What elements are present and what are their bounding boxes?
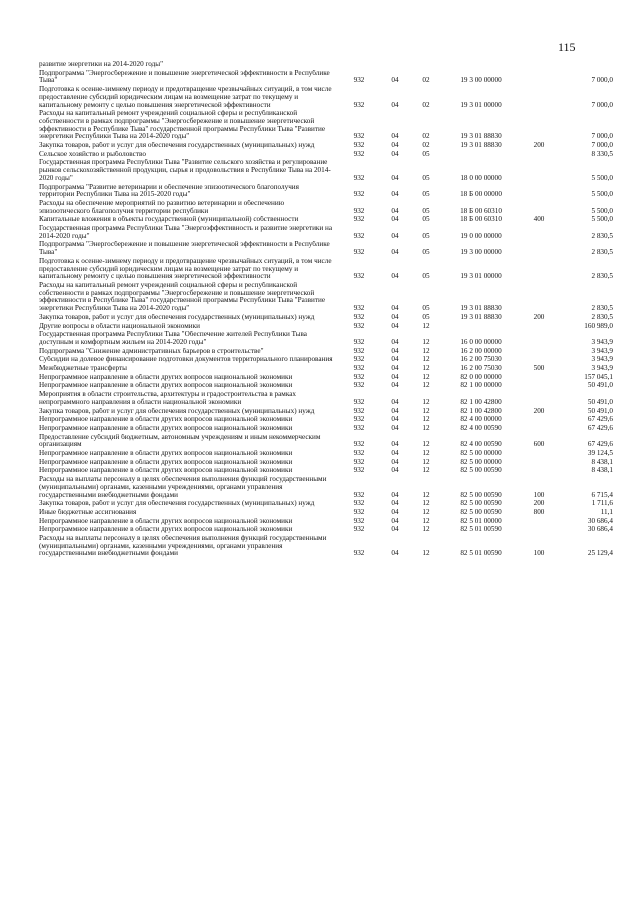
expense-name-cell: Государственная программа Республики Тыва "Обеспечение жителей Республики Тыва доступным и комфортным жильем на 2014-2020 годы" [39,331,307,346]
expense-name-cell: Непрограммное направление в области других вопросов национальной экономики [39,526,293,534]
section-code-cell: 04 [391,132,399,141]
admin-code-cell: 932 [353,407,365,415]
table-row [39,450,613,459]
amount-cell: 2 830,5 [591,248,613,257]
section-code-cell: 04 [391,356,399,364]
table-row [39,518,613,527]
section-code-cell: 04 [391,450,399,458]
table-row [39,225,613,241]
target-article-cell: 82 5 01 00590 [460,549,502,558]
expense-name-cell: развитие энергетики на 2014-2020 годы" [39,61,164,68]
section-code-cell: 04 [391,458,399,466]
table-row [39,425,613,434]
expense-type-cell [521,151,557,160]
admin-code-cell: 932 [353,248,365,257]
expense-name-cell: Подготовка к осенне-зимнему периоду и предотвращение чрезвычайных ситуаций, в том числе предоставление субсидий юридическим лицам на возмещение затрат по текущему и капитальному ремонту с целью повышения энергетической эффективности [39,257,332,281]
expense-name-cell: Закупка товаров, работ и услуг для обеспечения государственных (муниципальных) нужд [39,500,315,508]
expense-type-cell [521,159,557,183]
admin-code-cell: 932 [353,100,365,109]
amount-cell: 3 943,9 [591,356,613,364]
section-code-cell: 04 [391,272,399,281]
table-row [39,459,613,468]
expense-type-cell [521,416,557,425]
expense-type-cell [521,391,557,407]
expense-name-cell: Расходы на капитальный ремонт учреждений социальной сферы и республиканской собственности в рамках подпрограммы "Энергосбережение и повышение энергетической эффективности в Республике Тыва" государственной программы Республики Тыва "Развитие энергетики Республики Тыва на 2014-2020 годы" [39,281,326,313]
amount-cell: 50 491,0 [587,382,613,390]
target-article-cell: 19 3 01 00000 [460,272,502,281]
admin-code-cell: 932 [353,337,365,346]
admin-code-cell [339,61,379,70]
subsection-code-cell: 05 [422,206,430,215]
subsection-code-cell: 05 [422,248,430,257]
target-article-cell: 82 5 00 00590 [460,500,502,508]
section-code-cell: 04 [391,526,399,534]
expense-name-cell: Расходы на выплаты персоналу в целях обеспечения выполнения функций государственными (муниципальными) органами, казенными учреждениями, органами управления государственными внебюджетными фондами [39,535,327,558]
table-row [39,356,613,365]
section-code-cell: 04 [391,517,399,525]
target-article-cell: 16 2 00 75030 [460,356,502,364]
subsection-code-cell: 12 [422,549,430,558]
table-row [39,61,613,70]
table-row [39,535,613,559]
table-row [39,258,613,282]
section-code-cell: 04 [391,142,399,150]
subsection-code-cell: 12 [422,508,430,516]
target-article-cell: 82 5 01 00000 [460,517,502,525]
amount-cell: 5 500,0 [591,173,613,182]
amount-cell: 30 686,4 [587,517,613,525]
subsection-code-cell: 05 [422,231,430,240]
amount-cell: 8 330,5 [591,150,613,158]
expense-name-cell: Непрограммное направление в области других вопросов национальной экономики [39,382,293,390]
subsection-code-cell: 05 [422,304,430,313]
table-row [39,323,613,332]
expense-type-cell [521,518,557,527]
expense-type-cell [521,200,557,216]
section-code-cell: 04 [391,373,399,381]
target-article-cell: 19 3 01 00000 [460,100,502,109]
table-row [39,241,613,257]
amount-cell: 67 429,6 [587,440,613,449]
table-row [39,500,613,509]
target-article-cell: 82 5 00 00590 [460,467,502,475]
target-article-cell: 18 Б 00 60310 [460,216,502,224]
subsection-code-cell: 02 [422,132,430,141]
expense-name-cell: Подпрограмма "Развитие ветеринарии и обеспечение эпизоотического благополучия территории Республики Тыва на 2015-2020 годы" [39,183,299,199]
subsection-code-cell [411,61,441,70]
subsection-code-cell: 12 [422,467,430,475]
subsection-code-cell: 12 [422,500,430,508]
admin-code-cell: 932 [353,142,365,150]
expense-type-cell: 400 [533,216,545,224]
target-article-cell: 18 0 00 00000 [460,173,502,182]
amount-cell: 6 715,4 [591,490,613,499]
expense-type-cell: 800 [533,508,545,516]
table-row [39,374,613,383]
table-row [39,408,613,417]
expense-name-cell: Государственная программа Республики Тыва "Энергоэффективность и развитие энергетики на 2014-2020 годы" [39,225,333,240]
table-row [39,86,613,110]
amount-cell: 160 989,0 [584,322,613,330]
section-code-cell: 04 [391,216,399,224]
expense-type-cell: 200 [533,407,545,415]
amount-cell: 5 500,0 [591,190,613,199]
admin-code-cell: 932 [353,526,365,534]
admin-code-cell: 932 [353,424,365,432]
subsection-code-cell: 05 [422,150,430,158]
amount-cell: 67 429,6 [587,424,613,432]
admin-code-cell: 932 [353,313,365,321]
section-code-cell: 04 [391,248,399,257]
expense-type-cell [521,356,557,365]
target-article-cell: 19 3 01 88830 [460,304,502,313]
target-article-cell [441,61,521,70]
amount-cell: 11,1 [600,508,613,516]
subsection-code-cell: 12 [422,397,430,406]
admin-code-cell: 932 [353,397,365,406]
admin-code-cell: 932 [353,272,365,281]
table-row [39,476,613,500]
amount-cell: 7 000,0 [591,100,613,109]
table-row [39,159,613,183]
expense-type-cell [521,382,557,391]
subsection-code-cell: 12 [422,407,430,415]
amount-cell: 2 830,5 [591,231,613,240]
subsection-code-cell: 12 [422,424,430,432]
amount-cell: 8 438,1 [591,458,613,466]
page-number: 115 [558,40,576,54]
target-article-cell [441,151,521,160]
expense-type-cell [521,110,557,142]
section-code-cell: 04 [391,150,399,158]
table-row [39,216,613,225]
expense-name-cell: Непрограммное направление в области других вопросов национальной экономики [39,450,293,458]
section-code-cell: 04 [391,190,399,199]
subsection-code-cell: 05 [422,313,430,321]
target-article-cell: 18 Б 00 00000 [460,190,502,199]
amount-cell: 7 000,0 [591,142,613,150]
section-code-cell: 04 [391,365,399,373]
target-article-cell: 82 1 00 00000 [460,382,502,390]
amount-cell: 8 438,1 [591,467,613,475]
target-article-cell: 19 0 00 00000 [460,231,502,240]
budget-table [39,61,613,559]
subsection-code-cell: 12 [422,490,430,499]
section-code-cell: 04 [391,76,399,85]
admin-code-cell: 932 [353,150,365,158]
admin-code-cell: 932 [353,382,365,390]
subsection-code-cell: 12 [422,382,430,390]
amount-cell: 3 943,9 [591,337,613,346]
expense-name-cell: Непрограммное направление в области других вопросов национальной экономики [39,373,293,381]
expense-name-cell: Иные бюджетные ассигнования [39,508,137,516]
expense-name-cell: Межбюджетные трансферты [39,365,127,373]
admin-code-cell: 932 [353,231,365,240]
section-code-cell [379,61,411,70]
subsection-code-cell: 02 [422,76,430,85]
amount-cell: 157 045,1 [584,373,613,381]
expense-name-cell: Непрограммное направление в области других вопросов национальной экономики [39,416,293,424]
table-row [39,467,613,476]
table-row [39,526,613,535]
target-article-cell: 82 4 00 00590 [460,440,502,449]
expense-type-cell [521,323,557,332]
expense-name-cell: Предоставление субсидий бюджетным, автономным учреждениям и иным некоммерческим организациям [39,433,321,449]
admin-code-cell: 932 [353,517,365,525]
section-code-cell: 04 [391,424,399,432]
expense-type-cell: 200 [533,313,545,321]
admin-code-cell: 932 [353,304,365,313]
section-code-cell: 04 [391,508,399,516]
admin-code-cell: 932 [353,373,365,381]
expense-type-cell [521,526,557,535]
expense-type-cell [521,70,557,86]
subsection-code-cell: 12 [422,440,430,449]
expense-name-cell: Подготовка к осенне-зимнему периоду и предотвращение чрезвычайных ситуаций, в том числе предоставление субсидий юридическим лицам на возмещение затрат по текущему и капитальному ремонту с целью повышения энергетической эффективности [39,86,332,109]
admin-code-cell: 932 [353,347,365,355]
expense-type-cell: 100 [533,549,545,558]
section-code-cell: 04 [391,206,399,215]
target-article-cell: 19 3 01 88830 [460,142,502,150]
amount-cell: 2 830,5 [591,304,613,313]
expense-name-cell: Подпрограмма "Энергосбережение и повышение энергетической эффективности в Республике Тыва" [39,241,330,257]
subsection-code-cell: 12 [422,337,430,346]
expense-name-cell: Подпрограмма "Энергосбережение и повышение энергетической эффективности в Республике Тыва" [39,69,330,85]
amount-cell: 67 429,6 [587,416,613,424]
section-code-cell: 04 [391,490,399,499]
admin-code-cell: 932 [353,132,365,141]
amount-cell: 50 491,0 [587,407,613,415]
amount-cell: 25 129,4 [587,549,613,558]
target-article-cell: 82 5 00 00590 [460,508,502,516]
expense-type-cell [521,331,557,347]
subsection-code-cell: 12 [422,450,430,458]
amount-cell: 39 124,5 [587,450,613,458]
target-article-cell: 19 3 01 88830 [460,132,502,141]
admin-code-cell: 932 [353,508,365,516]
section-code-cell: 04 [391,173,399,182]
expense-name-cell: Подпрограмма "Снижение административных барьеров в строительстве" [39,347,264,355]
expense-name-cell: Субсидии на долевое финансирование подготовки документов территориального планирования [39,356,333,364]
budget-table-body [39,61,613,559]
expense-name-cell: Государственная программа Республики Тыва "Развитие сельского хозяйства и регулирование рынков сельскохозяйственной продукции, сырья и продовольствия в Республике Тыва на 2014-2020 годы" [39,159,331,182]
amount-cell: 5 500,0 [591,206,613,215]
amount-cell: 3 943,9 [591,365,613,373]
section-code-cell: 04 [391,322,399,330]
admin-code-cell: 932 [353,440,365,449]
target-article-cell [441,323,521,332]
admin-code-cell: 932 [353,416,365,424]
subsection-code-cell: 12 [422,356,430,364]
expense-type-cell [521,184,557,200]
target-article-cell: 82 4 00 00000 [460,416,502,424]
amount-cell: 30 686,4 [587,526,613,534]
amount-cell [557,61,613,70]
section-code-cell: 04 [391,467,399,475]
table-row [39,110,613,142]
table-row [39,382,613,391]
target-article-cell: 82 5 00 00590 [460,490,502,499]
subsection-code-cell: 12 [422,373,430,381]
expense-name-cell: Закупка товаров, работ и услуг для обеспечения государственных (муниципальных) нужд [39,407,315,415]
table-row [39,348,613,357]
table-row [39,331,613,347]
target-article-cell: 82 1 00 42800 [460,397,502,406]
target-article-cell: 82 5 01 00590 [460,526,502,534]
table-row [39,314,613,323]
target-article-cell: 82 4 00 00590 [460,424,502,432]
subsection-code-cell: 05 [422,216,430,224]
table-row [39,184,613,200]
subsection-code-cell: 12 [422,416,430,424]
admin-code-cell: 932 [353,467,365,475]
expense-name-cell: Расходы на обеспечение мероприятий по развитию ветеринарии и обеспечению эпизоотического благополучия территории республики [39,199,285,215]
expense-name-cell: Другие вопросы в области национальной экономики [39,322,200,330]
admin-code-cell: 932 [353,190,365,199]
section-code-cell: 04 [391,397,399,406]
amount-cell: 7 000,0 [591,132,613,141]
section-code-cell: 04 [391,549,399,558]
table-row [39,365,613,374]
subsection-code-cell: 12 [422,526,430,534]
table-row [39,282,613,314]
amount-cell: 3 943,9 [591,347,613,355]
subsection-code-cell: 12 [422,322,430,330]
expense-type-cell [521,86,557,110]
target-article-cell: 82 0 00 00000 [460,373,502,381]
admin-code-cell: 932 [353,322,365,330]
target-article-cell: 82 5 00 00000 [460,450,502,458]
expense-name-cell: Непрограммное направление в области других вопросов национальной экономики [39,424,293,432]
expense-type-cell [521,459,557,468]
subsection-code-cell: 12 [422,458,430,466]
expense-name-cell: Непрограммное направление в области других вопросов национальной экономики [39,517,293,525]
amount-cell: 5 500,0 [591,216,613,224]
expense-type-cell [521,61,557,70]
expense-name-cell: Сельское хозяйство и рыболовство [39,150,146,158]
target-article-cell: 16 2 00 75030 [460,365,502,373]
admin-code-cell: 932 [353,500,365,508]
amount-cell: 2 830,5 [591,272,613,281]
admin-code-cell: 932 [353,76,365,85]
admin-code-cell: 932 [353,356,365,364]
expense-type-cell [521,374,557,383]
expense-name-cell: Мероприятия в области строительства, архитектуры и градостроительства в рамках непрограммного направления в области национальной экономики [39,391,297,406]
expense-name-cell: Расходы на капитальный ремонт учреждений социальной сферы и республиканской собственности в рамках подпрограммы "Энергосбережение и повышение энергетической эффективности в Республике Тыва" государственной программы Республики Тыва "Развитие энергетики Республики Тыва на 2014-2020 годы" [39,110,326,141]
expense-type-cell [521,450,557,459]
subsection-code-cell: 12 [422,517,430,525]
expense-type-cell: 600 [533,440,545,449]
expense-name-cell: Закупка товаров, работ и услуг для обеспечения государственных (муниципальных) нужд [39,313,315,321]
expense-type-cell: 200 [533,500,545,508]
target-article-cell: 16 0 00 00000 [460,337,502,346]
admin-code-cell: 932 [353,173,365,182]
expense-type-cell [521,225,557,241]
expense-name-cell: Непрограммное направление в области других вопросов национальной экономики [39,467,293,475]
expense-name-cell: Непрограммное направление в области других вопросов национальной экономики [39,458,293,466]
expense-name-cell: Закупка товаров, работ и услуг для обеспечения государственных (муниципальных) нужд [39,142,315,150]
subsection-code-cell: 05 [422,173,430,182]
target-article-cell: 82 1 00 42800 [460,407,502,415]
amount-cell: 2 830,5 [591,313,613,321]
table-row [39,434,613,450]
expense-type-cell: 100 [533,490,545,499]
subsection-code-cell: 12 [422,365,430,373]
expense-type-cell [521,282,557,314]
table-row [39,391,613,407]
expense-type-cell [521,467,557,476]
section-code-cell: 04 [391,100,399,109]
expense-name-cell: Расходы на выплаты персоналу в целях обеспечения выполнения функций государственными (муниципальными) органами, казенными учреждениями, органами управления государственными внебюджетными фондами [39,476,327,499]
admin-code-cell: 932 [353,549,365,558]
section-code-cell: 04 [391,416,399,424]
section-code-cell: 04 [391,337,399,346]
amount-cell: 7 000,0 [591,76,613,85]
table-row [39,509,613,518]
target-article-cell: 82 5 00 00000 [460,458,502,466]
subsection-code-cell: 12 [422,347,430,355]
table-row [39,416,613,425]
target-article-cell: 19 3 00 00000 [460,76,502,85]
admin-code-cell: 932 [353,450,365,458]
section-code-cell: 04 [391,407,399,415]
section-code-cell: 04 [391,231,399,240]
expense-name-cell: Капитальные вложения в объекты государственной (муниципальной) собственности [39,216,299,224]
table-row [39,142,613,151]
target-article-cell: 16 2 00 00000 [460,347,502,355]
target-article-cell: 18 Б 00 60310 [460,206,502,215]
subsection-code-cell: 02 [422,142,430,150]
table-row [39,151,613,160]
expense-type-cell [521,425,557,434]
admin-code-cell: 932 [353,216,365,224]
target-article-cell: 19 3 00 00000 [460,248,502,257]
amount-cell: 1 711,6 [591,500,613,508]
table-row [39,200,613,216]
section-code-cell: 04 [391,440,399,449]
section-code-cell: 04 [391,500,399,508]
admin-code-cell: 932 [353,365,365,373]
section-code-cell: 04 [391,313,399,321]
table-row [39,70,613,86]
amount-cell: 50 491,0 [587,397,613,406]
admin-code-cell: 932 [353,206,365,215]
subsection-code-cell: 05 [422,190,430,199]
expense-type-cell [521,348,557,357]
subsection-code-cell: 05 [422,272,430,281]
expense-type-cell: 500 [533,365,545,373]
subsection-code-cell: 02 [422,100,430,109]
section-code-cell: 04 [391,347,399,355]
expense-type-cell [521,258,557,282]
target-article-cell: 19 3 01 88830 [460,313,502,321]
section-code-cell: 04 [391,382,399,390]
expense-type-cell [521,241,557,257]
admin-code-cell: 932 [353,490,365,499]
admin-code-cell: 932 [353,458,365,466]
section-code-cell: 04 [391,304,399,313]
expense-type-cell: 200 [533,142,545,150]
